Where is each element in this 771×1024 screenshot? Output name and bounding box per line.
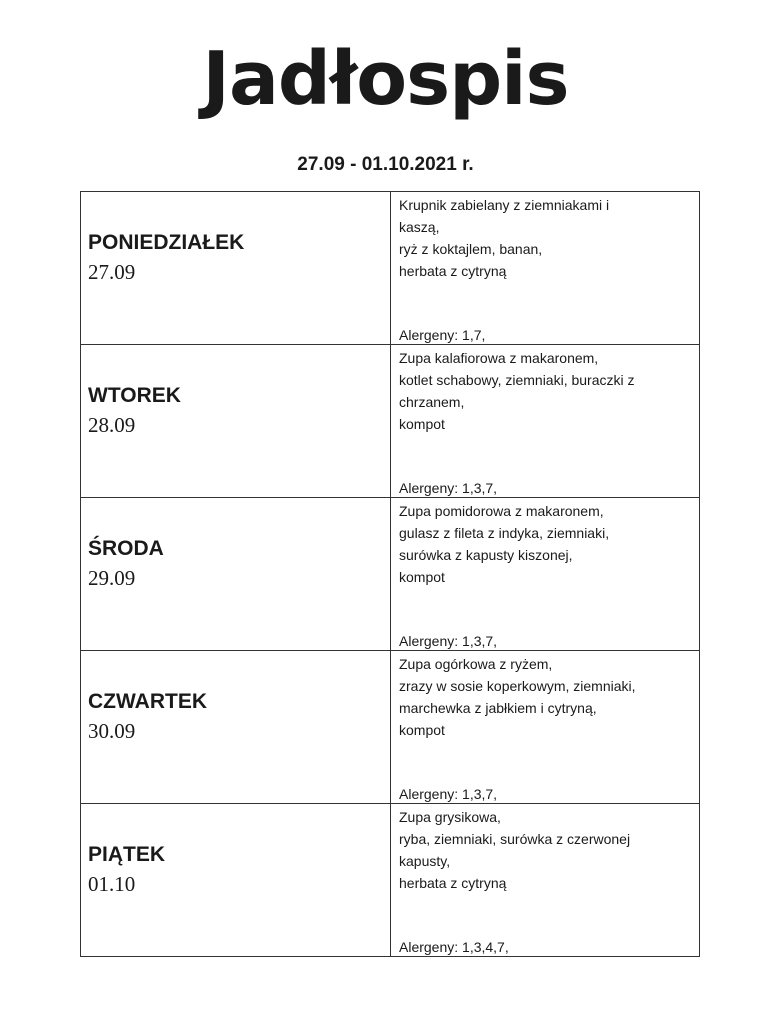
dish-line: Zupa grysikowa, xyxy=(399,809,501,825)
day-date: 30.09 xyxy=(88,719,136,743)
table-row xyxy=(81,498,700,651)
meal-cell xyxy=(391,192,700,345)
day-cell xyxy=(81,192,391,345)
dish-list xyxy=(399,194,693,282)
day-date: 01.10 xyxy=(88,872,136,896)
dish-list xyxy=(399,806,693,894)
day-name: PONIEDZIAŁEK xyxy=(88,231,245,254)
day-cell xyxy=(81,651,391,804)
table-row xyxy=(81,345,700,498)
dish-line: kaszą, xyxy=(399,219,440,235)
meal-cell xyxy=(391,651,700,804)
dish-line: herbata z cytryną xyxy=(399,875,507,891)
day-name: CZWARTEK xyxy=(88,690,207,713)
dish-line: kompot xyxy=(399,569,445,585)
dish-line: Zupa pomidorowa z makaronem, xyxy=(399,503,604,519)
dish-line: zrazy w sosie koperkowym, ziemniaki, xyxy=(399,678,636,694)
allergens-label: Alergeny: 1,3,4,7, xyxy=(399,939,509,955)
dish-line: herbata z cytryną xyxy=(399,263,507,279)
meal-cell xyxy=(391,345,700,498)
menu-table xyxy=(80,191,700,957)
meal-cell xyxy=(391,804,700,957)
dish-line: kotlet schabowy, ziemniaki, buraczki z xyxy=(399,372,635,388)
dish-line: surówka z kapusty kiszonej, xyxy=(399,547,573,563)
day-cell xyxy=(81,345,391,498)
dish-line: Zupa kalafiorowa z makaronem, xyxy=(399,350,599,366)
day-cell xyxy=(81,498,391,651)
dish-list xyxy=(399,653,693,741)
dish-line: kompot xyxy=(399,416,445,432)
dish-line: kompot xyxy=(399,722,445,738)
allergens-label: Alergeny: 1,3,7, xyxy=(399,786,498,802)
dish-list xyxy=(399,500,693,588)
day-date: 28.09 xyxy=(88,413,136,437)
day-name: PIĄTEK xyxy=(88,843,166,866)
dish-line: chrzanem, xyxy=(399,394,465,410)
page-title: Jadłospis xyxy=(202,36,569,122)
table-row xyxy=(81,804,700,957)
meal-cell xyxy=(391,498,700,651)
dish-line: Zupa ogórkowa z ryżem, xyxy=(399,656,553,672)
dish-line: kapusty, xyxy=(399,853,451,869)
dish-line: Krupnik zabielany z ziemniakami i xyxy=(399,197,610,213)
day-cell xyxy=(81,804,391,957)
dish-line: ryż z koktajlem, banan, xyxy=(399,241,543,257)
dish-list xyxy=(399,347,693,435)
day-name: WTOREK xyxy=(88,384,181,407)
day-date: 29.09 xyxy=(88,566,136,590)
allergens-label: Alergeny: 1,3,7, xyxy=(399,633,498,649)
date-range: 27.09 - 01.10.2021 r. xyxy=(297,154,474,175)
day-date: 27.09 xyxy=(88,260,136,284)
dish-line: marchewka z jabłkiem i cytryną, xyxy=(399,700,597,716)
allergens-label: Alergeny: 1,7, xyxy=(399,327,486,343)
dish-line: ryba, ziemniaki, surówka z czerwonej xyxy=(399,831,631,847)
day-name: ŚRODA xyxy=(88,537,164,560)
dish-line: gulasz z fileta z indyka, ziemniaki, xyxy=(399,525,610,541)
table-row xyxy=(81,651,700,804)
table-row xyxy=(81,192,700,345)
allergens-label: Alergeny: 1,3,7, xyxy=(399,480,498,496)
